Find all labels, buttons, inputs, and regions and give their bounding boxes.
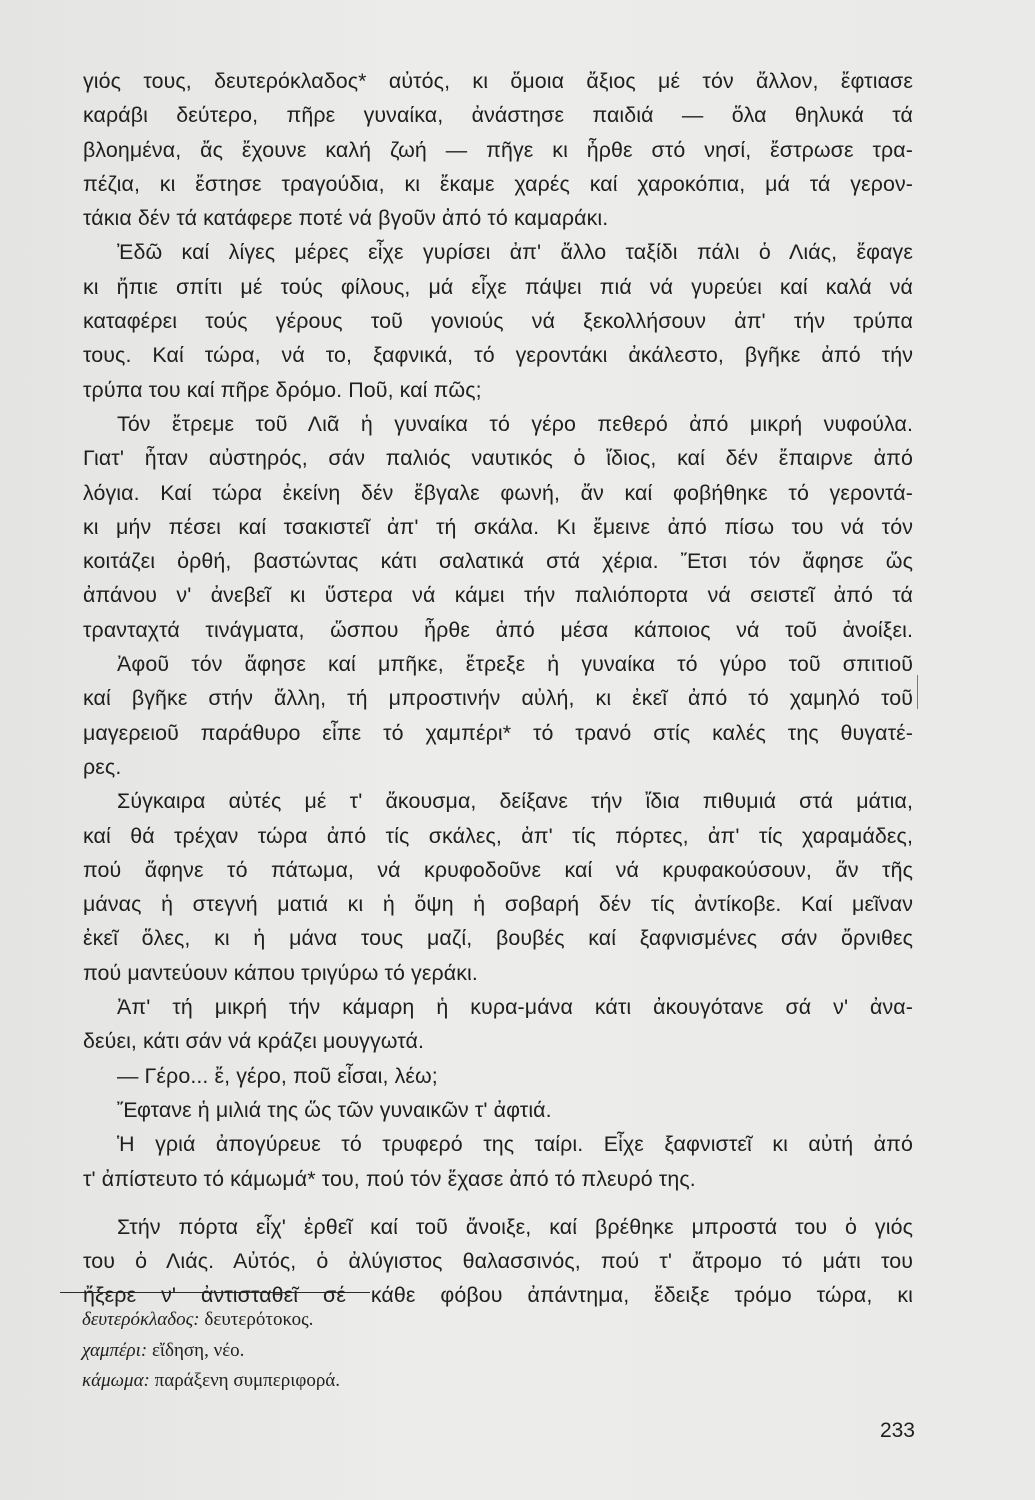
text-line: τάκια δέν τά κατάφερε ποτέ νά βγοῦν ἀπό τό καμαράκι. (83, 206, 609, 231)
text-line: πέζια, κι ἔστησε τραγούδια, κι ἔκαμε χαρές καί χαροκόπια, μά τά γερον- (83, 171, 913, 196)
text-line: τρύπα του καί πῆρε δρόμο. Ποῦ, καί πῶς; (83, 377, 482, 402)
text-line: μαγερειοῦ παράθυρο εἶπε τό χαμπέρι* τό τρανό στίς καλές της θυγατέ- (83, 720, 913, 745)
text-line: Ἀπ' τή μικρή τήν κάμαρη ἡ κυρα-μάνα κάτι ἀκουγότανε σά ν' ἀνα- (117, 995, 913, 1020)
text-line: Γιατ' ἦταν αὐστηρός, σάν παλιός ναυτικός ὁ ἴδιος, καί δέν ἔπαιρνε ἀπό (83, 446, 913, 471)
footnote-definition: παράξενη συμπεριφορά. (154, 1370, 341, 1391)
text-line: Ἐδῶ καί λίγες μέρες εἶχε γυρίσει ἀπ' ἄλλο ταξίδι πάλι ὁ Λιάς, ἔφαγε (117, 240, 913, 265)
text-line: του ὁ Λιάς. Αὐτός, ὁ ἀλύγιστος θαλασσινός, πού τ' ἄτρομο τό μάτι του (83, 1249, 913, 1274)
footnote-term: κάμωμα: (82, 1370, 150, 1391)
text-line: καράβι δεύτερο, πῆρε γυναίκα, ἀνάστησε παιδιά — ὅλα θηλυκά τά (83, 103, 913, 128)
text-line: καί βγῆκε στήν ἄλλη, τή μπροστινήν αὐλή, κι ἐκεῖ ἀπό τό χαμηλό τοῦ (83, 686, 913, 711)
text-line: Ἔφτανε ἡ μιλιά της ὥς τῶν γυναικῶν τ' ἀφτιά. (117, 1097, 552, 1122)
text-line: λόγια. Καί τώρα ἐκείνη δέν ἔβγαλε φωνή, ἄν καί φοβήθηκε τό γεροντά- (83, 480, 913, 505)
page-number: 233 (879, 1419, 915, 1442)
text-line: πού ἄφηνε τό πάτωμα, νά κρυφοδοῦνε καί νά κρυφακούσουν, ἄν τῆς (83, 857, 913, 882)
footnote-term: χαμπέρι: (82, 1339, 148, 1361)
text-line: κοιτάζει ὀρθή, βαστώντας κάτι σαλατικά στά χέρια. Ἔτσι τόν ἄφησε ὥς (83, 549, 913, 574)
text-line: καί θά τρέχαν τώρα ἀπό τίς σκάλες, ἀπ' τίς πόρτες, ἀπ' τίς χαραμάδες, (83, 823, 913, 848)
footnote (82, 1305, 682, 1336)
text-line: Στήν πόρτα εἶχ' ἐρθεῖ καί τοῦ ἄνοιξε, καί βρέθηκε μπροστά του ὁ γιός (117, 1214, 913, 1239)
footnote-definition: δευτερότοκος. (204, 1309, 314, 1330)
footnote-definition: εἴδηση, νέο. (151, 1339, 245, 1361)
text-line: δεύει, κάτι σάν νά κράζει μουγγωτά. (83, 1029, 425, 1054)
section-gap (83, 1196, 913, 1210)
text-line: τρανταχτά τινάγματα, ὥσπου ἦρθε ἀπό μέσα κάποιος νά τοῦ ἀνοίξει. (83, 617, 913, 642)
margin-mark (917, 675, 918, 709)
text-line: βλοημένα, ἄς ἔχουνε καλή ζωή — πῆγε κι ἦρθε στό νησί, ἔστρωσε τρα- (83, 137, 913, 162)
text-line: Ἡ γριά ἀπογύρευε τό τρυφερό της ταίρι. Εἶχε ξαφνιστεῖ κι αὐτή ἀπό (117, 1132, 913, 1157)
text-line: ἐκεῖ ὅλες, κι ἡ μάνα τους μαζί, βουβές καί ξαφνισμένες σάν ὄρνιθες (83, 926, 913, 951)
text-line: ρες. (83, 754, 122, 779)
text-line: πού μαντεύουν κάπου τριγύρω τό γεράκι. (83, 960, 478, 985)
text-line: Σύγκαιρα αὐτές μέ τ' ἄκουσμα, δείξανε τήν ἴδια πιθυμιά στά μάτια, (117, 789, 913, 814)
text-line: τ' ἀπίστευτο τό κάμωμά* του, πού τόν ἔχασε ἀπό τό πλευρό της. (83, 1166, 696, 1191)
text-line: γιός τους, δευτερόκλαδος* αὐτός, κι ὅμοια ἄξιος μέ τόν ἄλλον, ἔφτιασε (83, 69, 913, 93)
text-line: Ἀφοῦ τόν ἄφησε καί μπῆκε, ἔτρεξε ἡ γυναίκα τό γύρο τοῦ σπιτιοῦ (117, 652, 913, 677)
footnote (82, 1336, 682, 1367)
text-line: μάνας ἡ στεγνή ματιά κι ἡ ὄψη ἡ σοβαρή δέν τίς ἀντίκοβε. Καί μεῖναν (83, 892, 913, 917)
footnote-term: δευτερόκλαδος: (82, 1309, 200, 1330)
footnote-separator (60, 1292, 370, 1293)
text-line: ἤξερε ν' ἀντισταθεῖ σέ κάθε φόβου ἀπάντημα, ἔδειξε τρόμο τώρα, κι (83, 1283, 913, 1308)
dialogue-line: — Γέρο... ἔ, γέρο, ποῦ εἶσαι, λέω; (117, 1063, 438, 1088)
footnotes (82, 1305, 682, 1397)
text-line: τους. Καί τώρα, νά το, ξαφνικά, τό γεροντάκι ἀκάλεστο, βγῆκε ἀπό τήν (83, 343, 913, 368)
text-line: καταφέρει τούς γέρους τοῦ γονιούς νά ξεκολλήσουν ἀπ' τήν τρύπα (83, 309, 913, 334)
text-line: κι μήν πέσει καί τσακιστεῖ ἀπ' τή σκάλα. Κι ἔμεινε ἀπό πίσω του νά τόν (83, 514, 913, 539)
text-line: κι ἤπιε σπίτι μέ τούς φίλους, μά εἶχε πάψει πιά νά γυρεύει καί καλά νά (83, 274, 913, 299)
body-text (83, 64, 913, 1313)
text-line: ἀπάνου ν' ἀνεβεῖ κι ὕστερα νά κάμει τήν παλιόπορτα νά σειστεῖ ἀπό τά (83, 583, 913, 608)
footnote (82, 1366, 682, 1397)
text-line: Τόν ἔτρεμε τοῦ Λιᾶ ἡ γυναίκα τό γέρο πεθερό ἀπό μικρή νυφούλα. (117, 411, 913, 436)
